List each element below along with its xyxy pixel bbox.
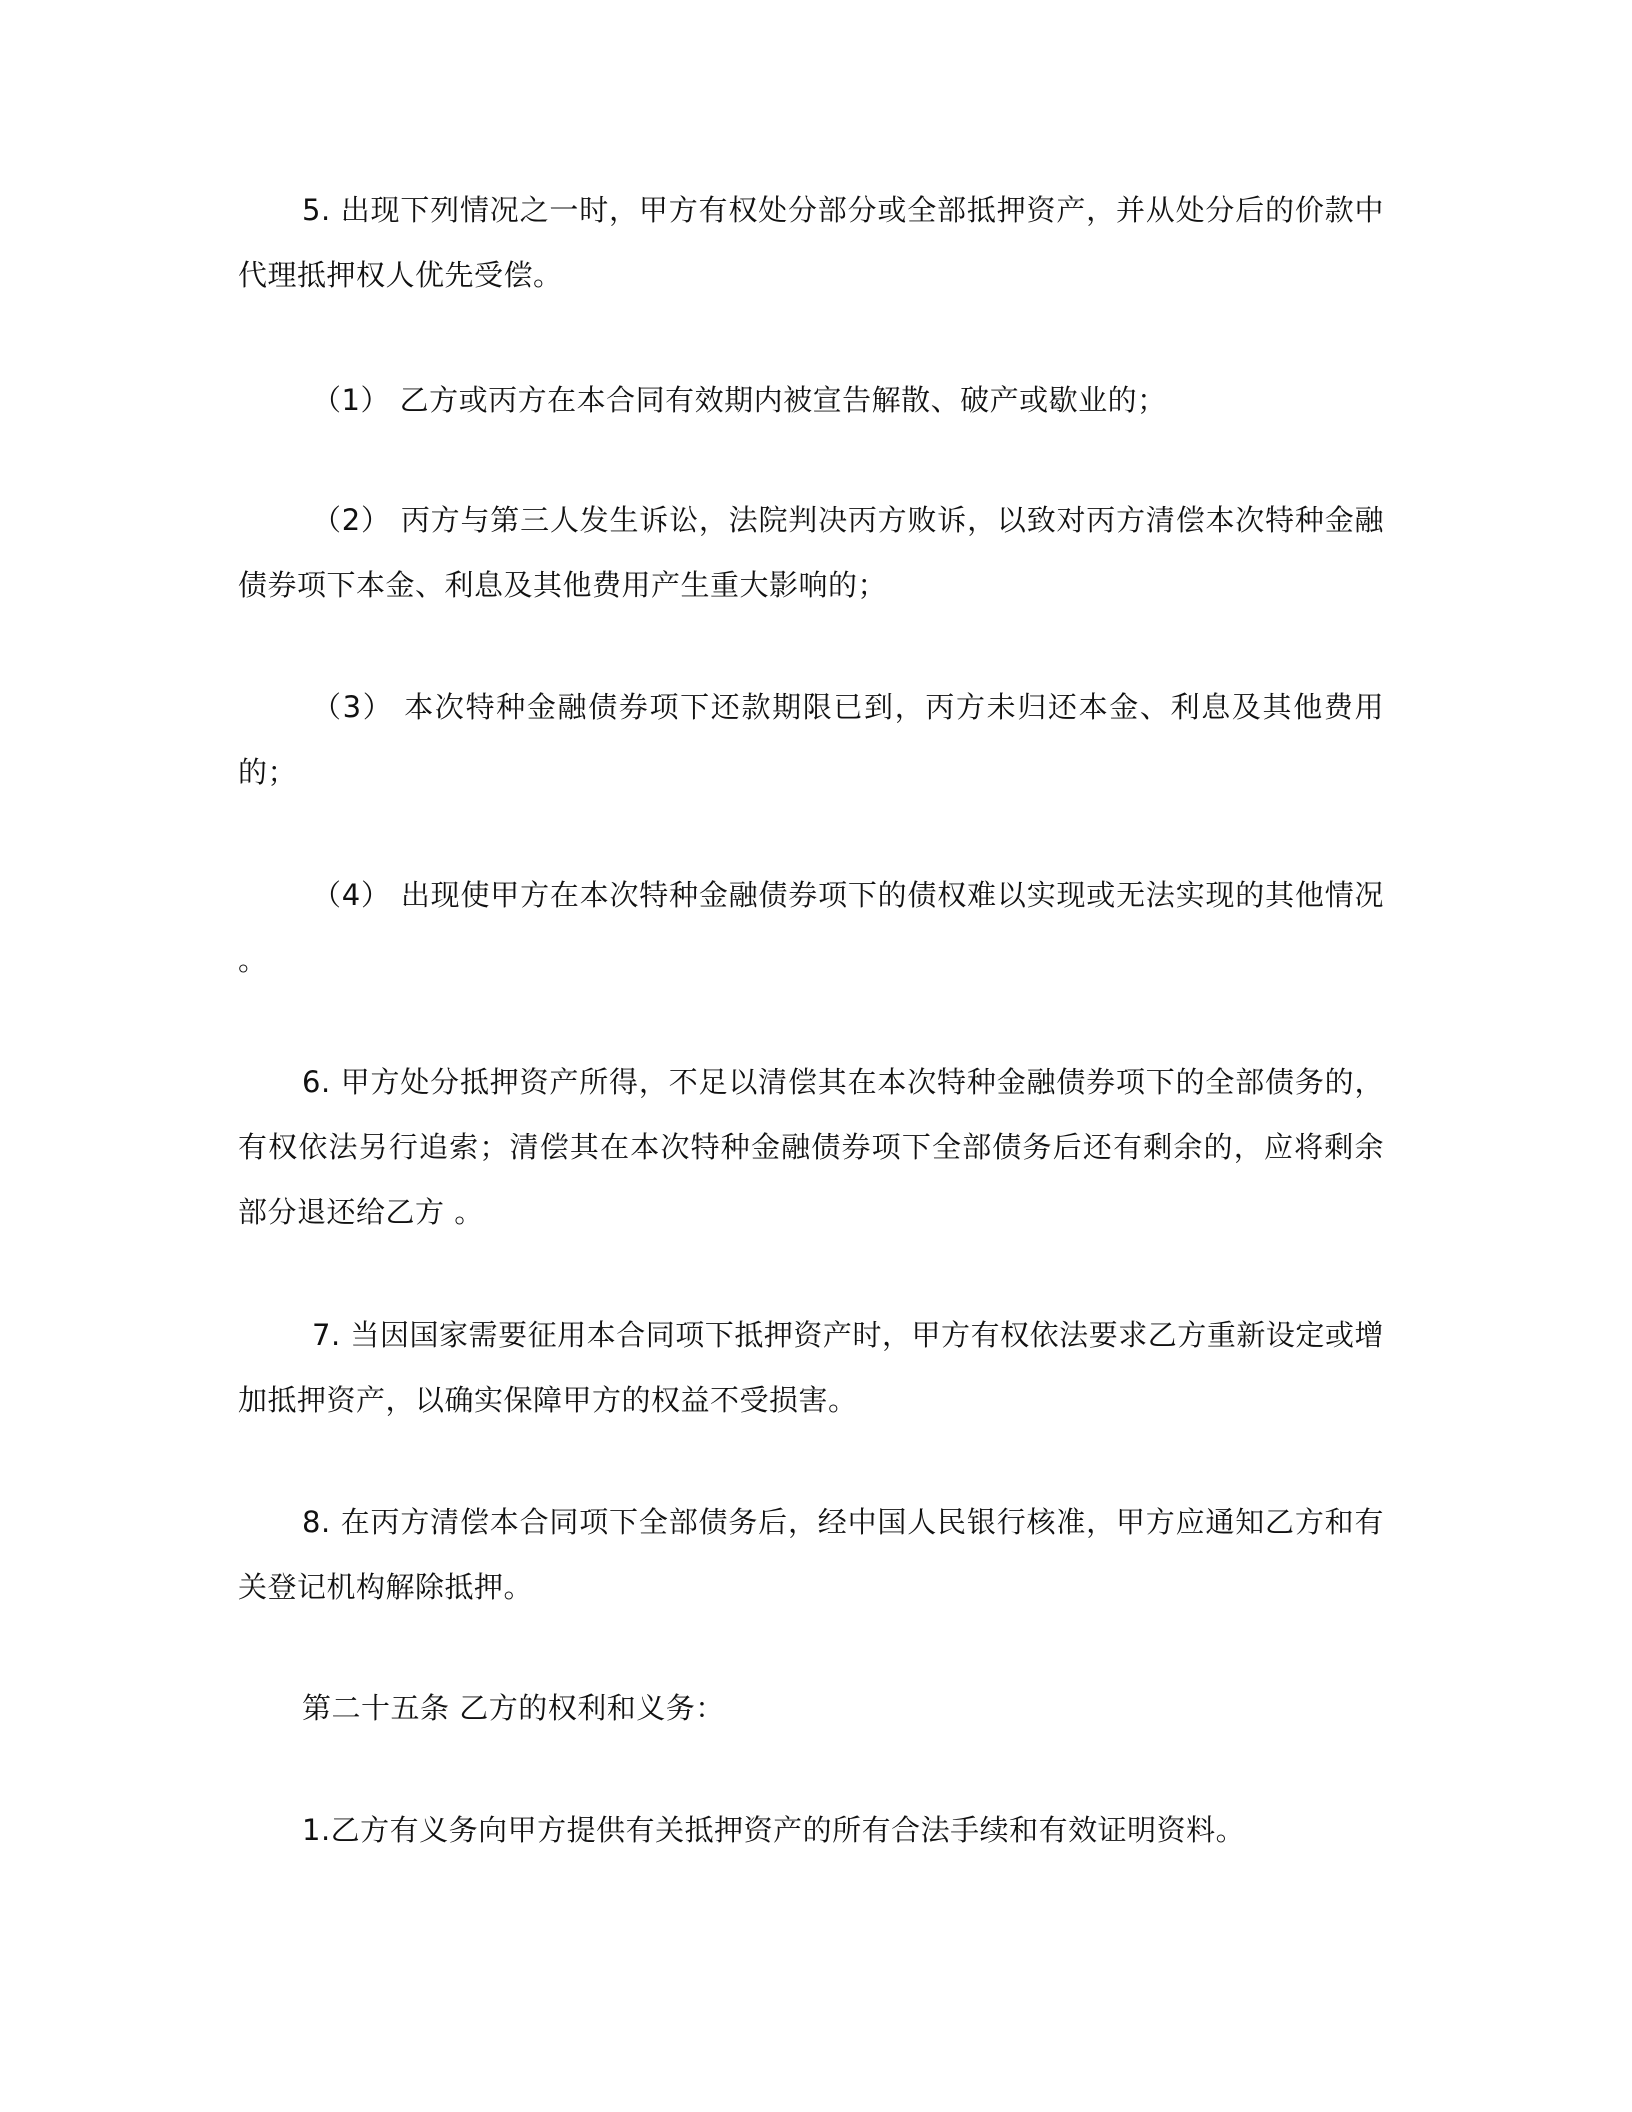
paragraph-clause-6: 6. 甲方处分抵押资产所得，不足以清偿其在本次特种金融债券项下的全部债务的，有权依法另行追索；清偿其在本次特种金融债券项下全部债务后还有剩余的，应将剩余部分退还给乙方 。	[238, 1065, 1384, 1229]
paragraph-article-25-item-1: 1.乙方有义务向甲方提供有关抵押资产的所有合法手续和有效证明资料。	[302, 1813, 1246, 1847]
article-25-heading: 第二十五条 乙方的权利和义务：	[302, 1691, 725, 1725]
paragraph-clause-8: 8. 在丙方清偿本合同项下全部债务后，经中国人民银行核准，甲方应通知乙方和有关登记机构解除抵押。	[238, 1505, 1384, 1604]
paragraph-item-3: （3） 本次特种金融债券项下还款期限已到，丙方未归还本金、利息及其他费用的；	[238, 690, 1384, 789]
paragraph-item-2: （2） 丙方与第三人发生诉讼，法院判决丙方败诉，以致对丙方清偿本次特种金融债券项下本金、利息及其他费用产生重大影响的；	[238, 503, 1384, 602]
paragraph-clause-7: 7. 当因国家需要征用本合同项下抵押资产时，甲方有权依法要求乙方重新设定或增加抵押资产，以确实保障甲方的权益不受损害。	[238, 1318, 1384, 1417]
paragraph-clause-5: 5. 出现下列情况之一时，甲方有权处分部分或全部抵押资产，并从处分后的价款中代理抵押权人优先受偿。	[238, 193, 1384, 292]
paragraph-item-1: （1） 乙方或丙方在本合同有效期内被宣告解散、破产或歇业的；	[312, 383, 1167, 417]
paragraph-item-4: （4） 出现使甲方在本次特种金融债券项下的债权难以实现或无法实现的其他情况 。	[238, 878, 1384, 977]
